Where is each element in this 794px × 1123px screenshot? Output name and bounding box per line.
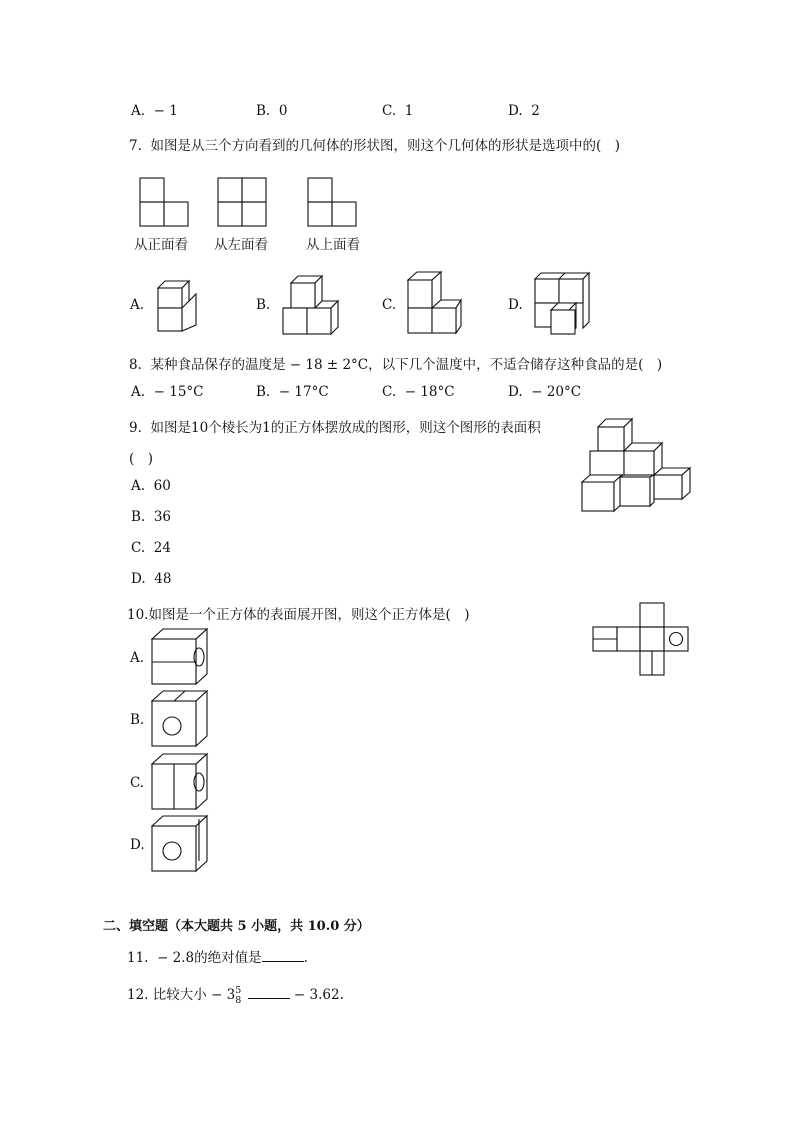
q7-option-d-label: D.	[508, 297, 523, 313]
q6-option-d: D. 2	[508, 103, 540, 119]
q7-option-a-label: A.	[130, 297, 145, 313]
q10-cube-net-figure	[591, 601, 691, 679]
q7-option-a-figure	[155, 278, 205, 334]
q7-option-c-label: C.	[382, 297, 397, 313]
q12-line: 12. 比较大小 − 3 5 8 − 3.62.	[127, 984, 344, 1006]
q7-stem: 7. 如图是从三个方向看到的几何体的形状图，则这个几何体的形状是选项中的( )	[129, 138, 621, 154]
q10-option-a-figure	[149, 626, 211, 688]
q10-option-d-figure	[149, 813, 211, 875]
q11-line: 11. − 2.8的绝对值是 .	[127, 950, 308, 966]
q7-view-top-label: 从上面看	[306, 237, 360, 253]
q12-fraction: 5 8	[235, 984, 242, 1006]
q10-option-c-label: C.	[130, 775, 145, 791]
q7-option-c-figure	[405, 270, 467, 338]
section-2-heading: 二、填空题（本大题共 5 小题，共 10.0 分）	[103, 919, 370, 934]
q8-option-c: C. − 18°C	[382, 384, 455, 400]
q8-option-b: B. − 17°C	[256, 384, 329, 400]
q9-option-b: B. 36	[131, 509, 171, 525]
q7-option-b-label: B.	[256, 297, 271, 313]
q7-view-left-label: 从左面看	[214, 237, 268, 253]
q8-option-a: A. − 15°C	[131, 384, 204, 400]
q10-stem: 10.如图是一个正方体的表面展开图，则这个正方体是( )	[127, 607, 470, 623]
q10-option-b-label: B.	[130, 712, 145, 728]
q8-option-d: D. − 20°C	[508, 384, 582, 400]
q9-cube-pyramid-figure	[580, 414, 695, 514]
q7-three-views-figure	[130, 174, 370, 234]
q6-option-c: C. 1	[382, 103, 414, 119]
q8-stem: 8. 某种食品保存的温度是 − 18 ± 2°C，以下几个温度中，不适合储存这种食品的是( )	[129, 357, 663, 373]
q7-option-d-figure	[531, 270, 593, 338]
q9-option-a: A. 60	[131, 478, 171, 494]
q9-option-d: D. 48	[131, 571, 172, 587]
q9-option-c: C. 24	[131, 540, 171, 556]
q12-answer-blank[interactable]	[248, 985, 290, 999]
q11-answer-blank[interactable]	[262, 948, 304, 962]
q6-option-a: A. − 1	[131, 103, 178, 119]
q7-option-b-figure	[281, 274, 343, 336]
q10-option-a-label: A.	[130, 650, 145, 666]
q10-option-b-figure	[149, 688, 211, 750]
q6-option-b: B. 0	[256, 103, 288, 119]
q10-option-d-label: D.	[130, 837, 145, 853]
q9-stem: 9. 如图是10个棱长为1的正方体摆放成的图形，则这个图形的表面积	[129, 420, 541, 436]
q7-view-front-label: 从正面看	[134, 237, 188, 253]
q10-option-c-figure	[149, 751, 211, 813]
q9-stem-paren: ( )	[129, 451, 154, 467]
